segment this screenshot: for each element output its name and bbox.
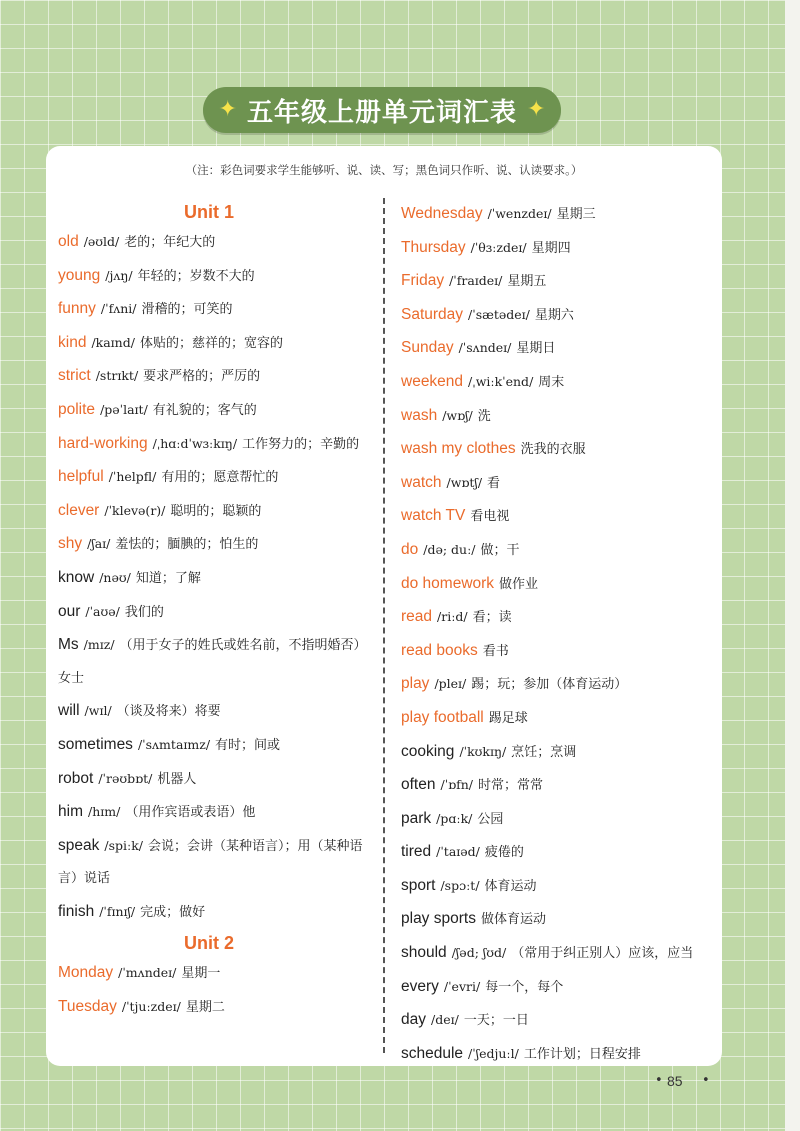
page-title: 五年级上册单元词汇表 [246, 97, 517, 128]
entry-word: often [401, 776, 436, 794]
entry-meaning: 星期日 [516, 341, 556, 357]
star-icon: ✦ [218, 97, 237, 122]
entry-meaning: 看；读 [472, 610, 512, 626]
entry-word: Tuesday [58, 998, 117, 1016]
entry-word: robot [58, 769, 94, 787]
vocabulary-entry [58, 796, 370, 830]
vocabulary-entry [401, 937, 711, 971]
entry-meaning: 有礼貌的；客气的 [152, 402, 257, 418]
page-number-dots: • [702, 1073, 710, 1088]
entry-phonetic: /jʌŋ/ [105, 267, 133, 283]
entry-phonetic: /ˈrəʊbɒt/ [98, 770, 153, 786]
entry-word: schedule [401, 1044, 464, 1062]
vocabulary-entry [58, 461, 370, 495]
entry-meaning: 做作业 [499, 576, 539, 592]
entry-meaning: 星期二 [185, 1000, 225, 1016]
entry-word: Sunday [401, 339, 454, 357]
entry-phonetic: /ˈsætədeɪ/ [468, 306, 530, 322]
vocabulary-entry [58, 528, 370, 562]
entry-meaning: 我们的 [124, 604, 164, 620]
vocabulary-entry [58, 226, 370, 260]
entry-meaning: 体育运动 [484, 878, 537, 894]
entry-phonetic: /ˈmʌndeɪ/ [118, 965, 177, 981]
entry-word: kind [58, 333, 87, 351]
entry-meaning: 会说；会讲（某种语言）；用（某种语言）说话 [58, 838, 363, 887]
entry-meaning: 每一个，每个 [485, 979, 564, 995]
unit-heading: Unit 2 [183, 933, 234, 954]
entry-meaning: 年轻的；岁数不大的 [137, 268, 255, 284]
entry-word: hard-working [58, 434, 148, 452]
vocabulary-entry [58, 260, 370, 294]
entry-phonetic: /ˈtjuːzdeɪ/ [121, 999, 181, 1015]
entry-meaning: 洗我的衣服 [520, 442, 586, 458]
vocabulary-entry [401, 366, 711, 400]
vocabulary-entry [401, 400, 711, 434]
entry-word: every [401, 977, 439, 995]
entry-meaning: 周末 [538, 374, 565, 390]
unit-heading: Unit 1 [183, 202, 234, 222]
entry-meaning: （谈及将来）将要 [116, 704, 221, 720]
entry-meaning: 有用的；愿意帮忙的 [161, 470, 279, 486]
entry-phonetic: /ˈkʊkɪŋ/ [459, 743, 507, 759]
entry-word: polite [58, 400, 96, 418]
entry-meaning: 星期一 [181, 966, 221, 982]
entry-word: read [401, 608, 433, 626]
entry-word: know [58, 568, 95, 586]
vocabulary-entry [58, 991, 370, 1025]
entry-word: play [401, 675, 430, 693]
vocabulary-entry [401, 232, 711, 266]
vocabulary-entry [401, 635, 711, 669]
entry-meaning: 老的；年纪大的 [124, 235, 216, 250]
entry-meaning: （常用于纠正别人）应该，应当 [511, 946, 694, 962]
entry-word: do homework [401, 574, 495, 592]
entry-word: cooking [401, 742, 455, 760]
entry-phonetic: /ˈɒfn/ [440, 777, 474, 793]
entry-phonetic: /ˈklevə(r)/ [104, 502, 166, 518]
title-banner [203, 87, 561, 133]
entry-word: Ms [58, 636, 79, 654]
entry-meaning: 踢足球 [488, 710, 528, 726]
entry-meaning: 看电视 [470, 509, 510, 525]
entry-meaning: 做体育运动 [480, 912, 546, 928]
entry-phonetic: /wɒʃ/ [442, 407, 473, 423]
entry-phonetic: /ˈsʌndeɪ/ [458, 340, 512, 356]
entry-phonetic: /pɑːk/ [436, 810, 473, 826]
entry-meaning: 看 [487, 475, 501, 491]
entry-word: day [401, 1011, 426, 1029]
right-column [401, 198, 711, 1071]
entry-word: play sports [401, 910, 476, 928]
entry-meaning: 星期六 [534, 307, 574, 323]
vocabulary-entry [401, 534, 711, 568]
vocabulary-entry [58, 428, 370, 462]
vocabulary-entry [401, 1004, 711, 1038]
entry-word: helpful [58, 468, 104, 486]
entry-word: Monday [58, 964, 114, 982]
vocabulary-entry [58, 327, 370, 361]
vocabulary-sheet [46, 146, 722, 1066]
vocabulary-entry [58, 763, 370, 797]
entry-word: Wednesday [401, 205, 483, 222]
entry-phonetic: /də; duː/ [423, 541, 476, 557]
vocabulary-entry [58, 596, 370, 630]
entry-meaning: 知道；了解 [135, 570, 201, 586]
entry-phonetic: /spiːk/ [104, 837, 143, 853]
entry-word: clever [58, 501, 100, 519]
entry-phonetic: /ˈhelpfl/ [108, 469, 157, 485]
entry-meaning: （用于女子的姓氏或姓名前，不指明婚否）女士 [58, 638, 367, 686]
vocabulary-entry [401, 433, 711, 467]
entry-word: shy [58, 535, 83, 553]
entry-word: weekend [401, 372, 464, 390]
entry-meaning: 公园 [477, 811, 504, 827]
page-number: 85 [667, 1073, 683, 1089]
entry-phonetic: /riːd/ [437, 609, 468, 625]
page-number-dots: • [655, 1073, 663, 1088]
vocabulary-entry [58, 394, 370, 428]
entry-meaning: 体贴的；慈祥的；宽容的 [139, 335, 283, 351]
entry-phonetic: /ʃəd; ʃʊd/ [451, 945, 507, 961]
vocabulary-entry [401, 299, 711, 333]
entry-word: strict [58, 367, 91, 385]
entry-word: him [58, 803, 83, 821]
entry-meaning: 聪明的；聪颖的 [170, 503, 262, 519]
vocabulary-entry [401, 803, 711, 837]
entry-phonetic: /ˈfʌni/ [100, 301, 137, 317]
vocabulary-entry [401, 903, 711, 937]
entry-meaning: 时常；常常 [478, 778, 544, 794]
entry-phonetic: /ˈfɪnɪʃ/ [99, 903, 136, 919]
entry-phonetic: /kaɪnd/ [91, 334, 135, 350]
vocabulary-entry [401, 836, 711, 870]
entry-word: tired [401, 843, 432, 861]
entry-word: play football [401, 708, 484, 726]
vocabulary-entry [401, 769, 711, 803]
entry-meaning: 羞怯的；腼腆的；怕生的 [115, 537, 259, 553]
vocabulary-entry [58, 830, 370, 896]
vocabulary-entry [58, 695, 370, 729]
entry-word: wash my clothes [401, 440, 516, 458]
entry-meaning: 踢；玩；参加（体育运动） [471, 677, 628, 693]
entry-word: sometimes [58, 735, 133, 753]
vocabulary-entry [401, 467, 711, 501]
entry-phonetic: /pleɪ/ [434, 676, 467, 692]
entry-meaning: 烹饪；烹调 [511, 744, 577, 760]
vocabulary-entry [401, 500, 711, 534]
entry-meaning: 完成；做好 [140, 904, 206, 920]
entry-word: read books [401, 641, 478, 659]
entry-word: do [401, 540, 419, 558]
vocabulary-entry [58, 495, 370, 529]
entry-phonetic: /əʊld/ [83, 234, 120, 249]
entry-phonetic: /spɔːt/ [440, 877, 480, 893]
entry-meaning: 工作努力的；辛勤的 [242, 436, 360, 452]
entry-word: Saturday [401, 305, 464, 323]
entry-word: funny [58, 300, 96, 318]
vocabulary-entry [401, 971, 711, 1005]
entry-meaning: 做；干 [480, 542, 520, 558]
vocabulary-entry [401, 702, 711, 736]
entry-phonetic: /ˈwenzdeɪ/ [487, 206, 552, 221]
entry-word: young [58, 266, 101, 284]
entry-word: should [401, 944, 447, 962]
entry-word: our [58, 602, 81, 620]
vocabulary-entry [401, 568, 711, 602]
entry-word: sport [401, 876, 436, 894]
entry-phonetic: /ˌhɑːdˈwɜːkɪŋ/ [152, 435, 238, 451]
entry-phonetic: /nəʊ/ [99, 569, 131, 585]
entry-word: watch [401, 473, 442, 491]
entry-word: old [58, 233, 79, 250]
vocabulary-entry [58, 562, 370, 596]
vocabulary-entry [401, 332, 711, 366]
entry-meaning: 滑稽的；可笑的 [141, 302, 233, 318]
entry-meaning: 星期三 [556, 207, 596, 222]
entry-meaning: 工作计划；日程安排 [523, 1046, 641, 1062]
entry-phonetic: /ˈevri/ [443, 978, 481, 994]
entry-word: park [401, 809, 432, 827]
entry-word: Friday [401, 272, 445, 290]
entry-meaning: 星期四 [531, 240, 571, 256]
entry-word: will [58, 702, 80, 720]
entry-meaning: 星期五 [507, 274, 547, 290]
vocabulary-entry [401, 198, 711, 232]
entry-phonetic: /mɪz/ [83, 637, 115, 653]
entry-phonetic: /hɪm/ [87, 804, 121, 820]
left-column [58, 198, 370, 1025]
entry-phonetic: /ˈθɜːzdeɪ/ [470, 239, 527, 255]
entry-word: Thursday [401, 238, 466, 256]
entry-phonetic: /ˈfraɪdeɪ/ [449, 273, 503, 289]
entry-phonetic: /ˈsʌmtaɪmz/ [137, 736, 211, 752]
entry-word: finish [58, 902, 95, 920]
entry-phonetic: /ˈaʊə/ [85, 603, 120, 619]
vocabulary-entry [401, 736, 711, 770]
entry-phonetic: /ʃaɪ/ [87, 536, 111, 552]
usage-note: （注：彩色词要求学生能够听、说、读、写；黑色词只作听、说、认读要求。） [185, 163, 583, 177]
vocabulary-entry [58, 957, 370, 991]
entry-word: wash [401, 406, 438, 424]
entry-meaning: 有时；间或 [215, 737, 281, 753]
vocabulary-entry [401, 265, 711, 299]
vocabulary-entry [58, 293, 370, 327]
vocabulary-entry [58, 360, 370, 394]
vocabulary-entry [58, 896, 370, 930]
entry-meaning: 机器人 [157, 771, 197, 787]
entry-phonetic: /ˌwiːkˈend/ [468, 373, 534, 389]
vocabulary-entry [58, 629, 370, 695]
entry-meaning: 看书 [482, 643, 509, 659]
entry-word: watch TV [401, 507, 466, 525]
entry-meaning: 洗 [477, 408, 491, 424]
vocabulary-entry [58, 729, 370, 763]
entry-meaning: 一天；一日 [463, 1013, 529, 1029]
vocabulary-entry [401, 1038, 711, 1072]
vocabulary-entry [401, 870, 711, 904]
entry-meaning: 要求严格的；严厉的 [143, 369, 261, 385]
entry-phonetic: /ˈʃedjuːl/ [468, 1045, 519, 1061]
star-icon: ✦ [527, 97, 546, 122]
vocabulary-entry [401, 601, 711, 635]
entry-phonetic: /pəˈlaɪt/ [100, 401, 148, 417]
vocabulary-entry [401, 668, 711, 702]
entry-word: speak [58, 836, 100, 854]
entry-phonetic: /wɪl/ [84, 703, 112, 719]
entry-phonetic: /strɪkt/ [95, 368, 139, 384]
page-right-margin [785, 0, 800, 1131]
entry-meaning: （用作宾语或表语）他 [125, 805, 256, 821]
column-divider [383, 198, 385, 1053]
entry-phonetic: /ˈtaɪəd/ [436, 844, 480, 860]
entry-phonetic: /deɪ/ [431, 1012, 459, 1028]
entry-meaning: 疲倦的 [484, 845, 524, 861]
entry-phonetic: /wɒtʃ/ [446, 474, 483, 490]
